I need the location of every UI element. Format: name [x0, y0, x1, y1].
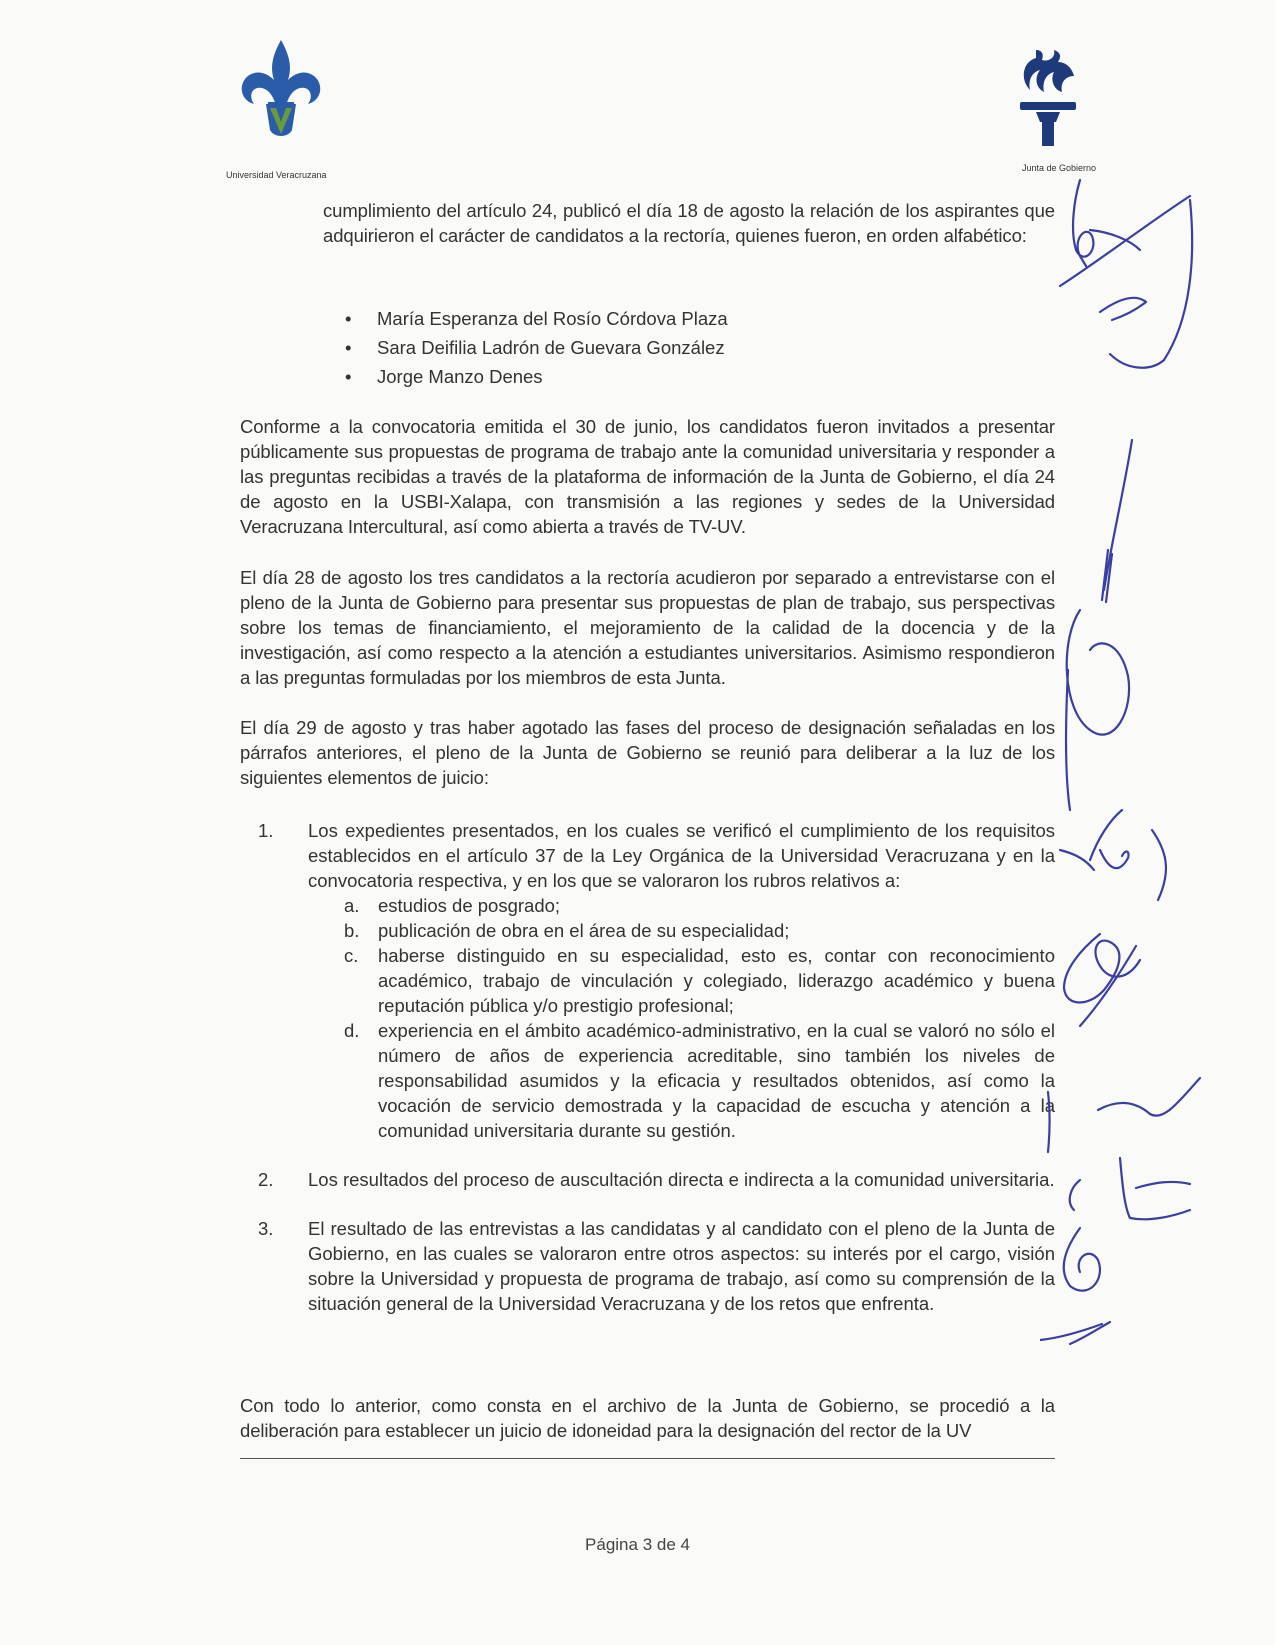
list-item	[240, 818, 1055, 1143]
list-item	[308, 1018, 1055, 1143]
right-logo-caption: Junta de Gobierno	[1021, 163, 1096, 173]
item-text: publicación de obra en el área de su especialidad;	[378, 920, 790, 941]
paragraph-entrevistas: El día 28 de agosto los tres candidatos a la rectoría acudieron por separado a entrevistarse con el pleno de la Junta de Gobierno para presentar sus propuestas de plan de trabajo, sus perspectivas sobre los temas de financiamiento, el mejoramiento de la calidad de la docencia y de la investigación, así como respecto a la atención a estudiantes universitarios. Asimismo respondieron a las preguntas formuladas por los miembros de esta Junta.	[240, 567, 1055, 688]
signature-5	[1040, 1078, 1200, 1344]
footer-divider	[240, 1458, 1055, 1459]
sub-criteria-list	[308, 893, 1055, 1143]
item-text: El resultado de las entrevistas a las candidatas y al candidato con el pleno de la Junta de Gobierno, en las cuales se valoraron entre otros aspectos: su interés por el cargo, visión sobre la Universidad y propuesta de programa de trabajo, así como su comprensión de la situación general de la Universidad Veracruzana y de los retos que enfrenta.	[308, 1218, 1055, 1314]
item-letter: c.	[344, 945, 359, 966]
item-letter: a.	[344, 895, 360, 916]
margin-signatures	[1040, 170, 1275, 1430]
item-text: estudios de posgrado;	[378, 895, 561, 916]
item-text: Los resultados del proceso de auscultación directa e indirecta a la comunidad universitaria.	[308, 1169, 1055, 1190]
item-number: 1.	[258, 820, 274, 841]
universidad-veracruzana-logo	[226, 38, 336, 180]
paragraph-convocatoria: Conforme a la convocatoria emitida el 30 de junio, los candidatos fueron invitados a presentar públicamente sus propuestas de programa de trabajo ante la comunidad universitaria y responder a las preguntas recibidas a través de la plataforma de información de la Junta de Gobierno, el día 24 de agosto en la USBI-Xalapa, con transmisión a las regiones y sedes de la Universidad Veracruzana Intercultural, así como abierta a través de TV-UV.	[240, 416, 1055, 537]
signature-2	[1066, 440, 1132, 810]
list-item	[308, 893, 1055, 918]
list-item: • Sara Deifilia Ladrón de Guevara González	[345, 333, 728, 362]
paragraph-deliberacion: El día 29 de agosto y tras haber agotado las fases del proceso de designación señaladas en los párrafos anteriores, el pleno de la Junta de Gobierno se reunió para deliberar a la luz de los siguientes elementos de juicio:	[240, 717, 1055, 788]
signature-4	[1064, 934, 1140, 1026]
list-item	[240, 1167, 1055, 1192]
item-text: experiencia en el ámbito académico-administrativo, en la cual se valoró no sólo el número de años de experiencia acreditable, sino también los niveles de responsabilidad asumidos y la eficacia y resultados obtenidos, así como la vocación de servicio demostrada y la capacidad de escucha y atención a la comunidad universitaria durante su gestión.	[378, 1020, 1055, 1141]
candidate-list	[345, 304, 728, 391]
item-text: Los expedientes presentados, en los cuales se verificó el cumplimiento de los requisitos establecidos en el artículo 37 de la Ley Orgánica de la Universidad Veracruzana y en la convocatoria respectiva, y en los que se valoraron los rubros relativos a:	[308, 820, 1055, 891]
list-item	[240, 1216, 1055, 1316]
torch-icon	[1000, 44, 1096, 156]
elements-of-judgment-list	[240, 818, 1055, 1316]
item-letter: d.	[344, 1020, 360, 1041]
list-item	[308, 918, 1055, 943]
page-number: Página 3 de 4	[585, 1535, 690, 1554]
junta-de-gobierno-logo	[1000, 44, 1096, 173]
paragraph-conclusion: Con todo lo anterior, como consta en el archivo de la Junta de Gobierno, se procedió a la deliberación para establecer un juicio de idoneidad para la designación del rector de la UV	[240, 1395, 1055, 1441]
list-item: • María Esperanza del Rosío Córdova Plaza	[345, 304, 728, 333]
fleur-de-lis-icon	[226, 38, 336, 163]
signature-1	[1060, 180, 1192, 368]
signature-3	[1060, 810, 1166, 900]
item-number: 2.	[258, 1169, 274, 1190]
list-item	[308, 943, 1055, 1018]
item-letter: b.	[344, 920, 360, 941]
item-number: 3.	[258, 1218, 274, 1239]
paragraph-candidates-intro: cumplimiento del artículo 24, publicó el día 18 de agosto la relación de los aspirantes que adquirieron el carácter de candidatos a la rectoría, quienes fueron, en orden alfabético:	[323, 200, 1055, 246]
left-logo-caption: Universidad Veracruzana	[226, 170, 327, 180]
item-text: haberse distinguido en su especialidad, esto es, contar con reconocimiento académico, trabajo de vinculación y colegiado, liderazgo académico y buena reputación pública y/o prestigio profesional;	[378, 945, 1055, 1016]
list-item: • Jorge Manzo Denes	[345, 362, 728, 391]
